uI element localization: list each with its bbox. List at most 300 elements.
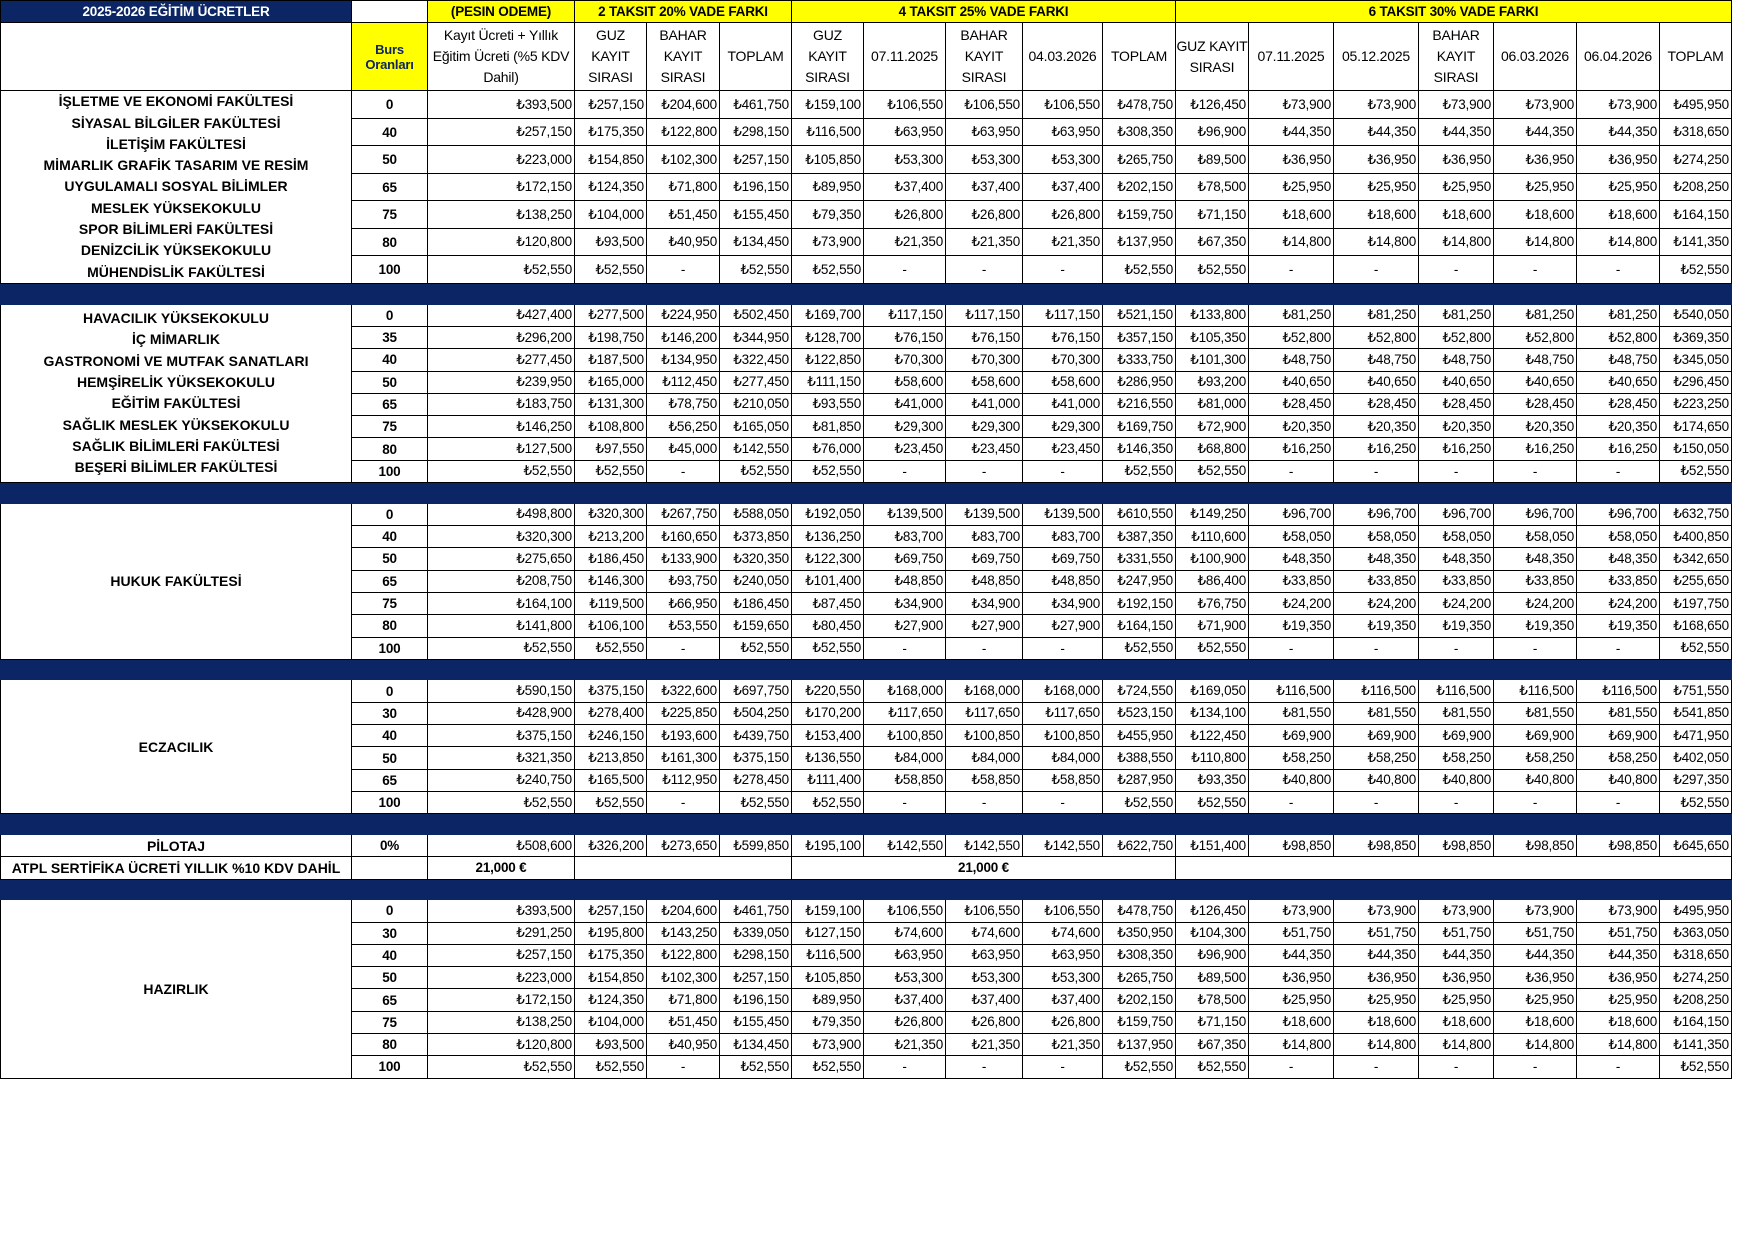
fee-cell: ₺142,550 (720, 438, 792, 460)
t6-date4-header: 06.04.2026 (1577, 23, 1660, 91)
fee-cell: ₺70,300 (946, 349, 1023, 371)
fee-cell: ₺74,600 (864, 922, 946, 944)
separator-cell (1, 659, 352, 680)
fee-cell: ₺521,150 (1103, 304, 1176, 326)
fee-cell: ₺44,350 (1249, 944, 1334, 966)
fee-cell: ₺26,800 (946, 201, 1023, 229)
separator-cell (720, 283, 792, 304)
fee-cell: ₺41,000 (864, 393, 946, 415)
fee-cell: ₺93,500 (575, 1034, 647, 1056)
burs-rate: 0 (352, 503, 428, 525)
fee-cell: ₺18,600 (1334, 1011, 1419, 1033)
fee-cell: ₺127,500 (428, 438, 575, 460)
faculty-name: UYGULAMALI SOSYAL BİLİMLER (64, 178, 288, 195)
fee-cell: ₺124,350 (575, 989, 647, 1011)
fee-cell: ₺508,600 (428, 834, 575, 856)
fee-cell: ₺164,100 (428, 592, 575, 614)
fee-cell: - (1494, 256, 1577, 284)
fee-cell: ₺223,000 (428, 967, 575, 989)
fee-cell: ₺168,000 (864, 680, 946, 702)
separator-cell (1023, 879, 1103, 900)
burs-rate: 80 (352, 228, 428, 256)
fee-cell: ₺93,500 (575, 228, 647, 256)
fee-cell: - (1334, 1056, 1419, 1078)
fee-cell: ₺53,300 (864, 146, 946, 174)
fee-cell: ₺14,800 (1419, 1034, 1494, 1056)
fee-cell: ₺52,800 (1249, 326, 1334, 348)
fee-cell: ₺73,900 (1334, 900, 1419, 922)
fee-cell: ₺273,650 (647, 834, 720, 856)
fee-cell: ₺81,550 (1577, 702, 1660, 724)
fee-cell: ₺455,950 (1103, 725, 1176, 747)
fee-cell: ₺106,550 (946, 91, 1023, 119)
fee-cell: ₺69,750 (1023, 548, 1103, 570)
fee-cell: ₺100,900 (1176, 548, 1249, 570)
fee-cell: ₺40,800 (1494, 769, 1577, 791)
fee-cell: ₺28,450 (1494, 393, 1577, 415)
burs-rate: 0 (352, 304, 428, 326)
fee-cell: ₺134,950 (647, 349, 720, 371)
fee-cell: - (1023, 791, 1103, 813)
fee-cell: ₺101,300 (1176, 349, 1249, 371)
fee-cell: ₺34,900 (864, 592, 946, 614)
fee-cell: ₺257,150 (428, 118, 575, 146)
separator-cell (1660, 483, 1732, 504)
separator-cell (1334, 814, 1419, 835)
fee-cell: ₺141,350 (1660, 228, 1732, 256)
fee-cell: ₺36,950 (1577, 967, 1660, 989)
fee-cell: - (1249, 637, 1334, 659)
fee-cell: ₺52,550 (1660, 1056, 1732, 1078)
fee-cell: ₺52,800 (1419, 326, 1494, 348)
atpl-pesin: 21,000 € (428, 857, 575, 879)
fee-cell: ₺143,250 (647, 922, 720, 944)
separator-cell (1660, 814, 1732, 835)
fee-cell: ₺16,250 (1334, 438, 1419, 460)
fee-cell: ₺117,150 (864, 304, 946, 326)
fee-cell: ₺119,500 (575, 592, 647, 614)
t4-guz-header: GUZ KAYIT SIRASI (792, 23, 864, 91)
fee-cell: - (1249, 1056, 1334, 1078)
separator-cell (720, 879, 792, 900)
fee-cell: ₺51,450 (647, 1011, 720, 1033)
separator-cell (1103, 283, 1176, 304)
fee-cell: ₺588,050 (720, 503, 792, 525)
fee-cell: ₺461,750 (720, 91, 792, 119)
fee-cell: ₺357,150 (1103, 326, 1176, 348)
fee-cell: ₺63,950 (864, 944, 946, 966)
faculty-name: MESLEK YÜKSEKOKULU (90, 199, 262, 216)
fee-cell: ₺36,950 (1494, 967, 1577, 989)
fee-cell: ₺105,850 (792, 967, 864, 989)
fee-cell: ₺541,850 (1660, 702, 1732, 724)
fee-cell: ₺169,700 (792, 304, 864, 326)
fee-cell: ₺195,100 (792, 834, 864, 856)
fee-cell: ₺393,500 (428, 91, 575, 119)
fee-cell: ₺239,950 (428, 371, 575, 393)
fee-cell: ₺471,950 (1660, 725, 1732, 747)
faculty-name: BEŞERİ BİLİMLER FAKÜLTESİ (74, 459, 278, 476)
fee-cell: ₺27,900 (1023, 615, 1103, 637)
fee-cell: ₺25,950 (1334, 989, 1419, 1011)
fee-cell: ₺375,150 (428, 725, 575, 747)
fee-cell: ₺51,750 (1577, 922, 1660, 944)
fee-cell: ₺183,750 (428, 393, 575, 415)
fee-cell: ₺81,250 (1419, 304, 1494, 326)
fee-cell: ₺540,050 (1660, 304, 1732, 326)
fee-cell: ₺25,950 (1419, 173, 1494, 201)
fee-cell: ₺240,050 (720, 570, 792, 592)
fee-cell: ₺48,350 (1494, 548, 1577, 570)
fee-cell: ₺257,150 (720, 967, 792, 989)
group-separator (1, 659, 1732, 680)
fee-cell: ₺116,500 (1494, 680, 1577, 702)
fee-cell: ₺34,900 (946, 592, 1023, 614)
fee-cell: ₺33,850 (1334, 570, 1419, 592)
taksit2-header: 2 TAKSIT 20% VADE FARKI (575, 1, 792, 23)
burs-rate: 65 (352, 570, 428, 592)
fee-cell: ₺246,150 (575, 725, 647, 747)
separator-cell (1176, 283, 1249, 304)
fee-cell: ₺320,350 (720, 548, 792, 570)
fee-cell: ₺127,150 (792, 922, 864, 944)
fee-cell: - (647, 637, 720, 659)
fee-cell: ₺48,350 (1249, 548, 1334, 570)
fee-cell: ₺116,500 (1334, 680, 1419, 702)
burs-rate: 80 (352, 615, 428, 637)
fee-cell: ₺697,750 (720, 680, 792, 702)
header-row-top (1, 1, 1732, 23)
fee-cell: ₺275,650 (428, 548, 575, 570)
fee-cell: ₺124,350 (575, 173, 647, 201)
t4-date2-header: 04.03.2026 (1023, 23, 1103, 91)
fee-cell: ₺69,900 (1577, 725, 1660, 747)
fee-cell: ₺134,450 (720, 1034, 792, 1056)
fee-cell: ₺24,200 (1419, 592, 1494, 614)
fee-cell: - (946, 256, 1023, 284)
fee-cell: ₺93,200 (1176, 371, 1249, 393)
separator-cell (1249, 483, 1334, 504)
fee-cell: ₺25,950 (1494, 989, 1577, 1011)
fee-cell: ₺159,650 (720, 615, 792, 637)
fee-cell: ₺23,450 (1023, 438, 1103, 460)
fee-cell: ₺89,950 (792, 989, 864, 1011)
fee-cell: ₺52,550 (720, 637, 792, 659)
fee-cell: ₺69,900 (1249, 725, 1334, 747)
fee-cell: ₺40,950 (647, 1034, 720, 1056)
burs-rate: 75 (352, 201, 428, 229)
fee-cell: ₺14,800 (1334, 228, 1419, 256)
separator-cell (647, 483, 720, 504)
fee-cell: ₺52,550 (1103, 460, 1176, 482)
fee-cell: ₺71,800 (647, 173, 720, 201)
separator-cell (1249, 879, 1334, 900)
fee-cell: ₺52,550 (792, 1056, 864, 1078)
fee-cell: - (1249, 791, 1334, 813)
fee-cell: ₺110,800 (1176, 747, 1249, 769)
fee-cell: ₺116,500 (1419, 680, 1494, 702)
fee-cell: ₺69,750 (946, 548, 1023, 570)
separator-cell (352, 659, 428, 680)
fee-cell: ₺24,200 (1494, 592, 1577, 614)
fee-cell: - (946, 460, 1023, 482)
fee-cell: ₺141,350 (1660, 1034, 1732, 1056)
fee-cell: ₺67,350 (1176, 228, 1249, 256)
fee-cell: ₺51,750 (1419, 922, 1494, 944)
fee-cell: ₺18,600 (1334, 201, 1419, 229)
fee-cell: ₺52,550 (428, 637, 575, 659)
fee-cell: ₺153,400 (792, 725, 864, 747)
fee-cell: ₺193,600 (647, 725, 720, 747)
fee-cell: ₺168,000 (946, 680, 1023, 702)
fee-cell: ₺116,500 (1577, 680, 1660, 702)
faculty-cell (1, 503, 352, 659)
fee-cell: ₺48,350 (1334, 548, 1419, 570)
fee-cell: ₺86,400 (1176, 570, 1249, 592)
fee-cell: ₺89,500 (1176, 146, 1249, 174)
fee-cell: ₺220,550 (792, 680, 864, 702)
separator-cell (1334, 879, 1419, 900)
fee-cell: ₺172,150 (428, 173, 575, 201)
separator-cell (792, 283, 864, 304)
fee-cell: ₺89,500 (1176, 967, 1249, 989)
fee-cell: ₺136,250 (792, 526, 864, 548)
fee-cell: ₺26,800 (1023, 1011, 1103, 1033)
fee-cell: - (647, 460, 720, 482)
separator-cell (1103, 659, 1176, 680)
separator-cell (864, 483, 946, 504)
separator-cell (1577, 879, 1660, 900)
fee-cell: ₺52,550 (1176, 791, 1249, 813)
fee-cell: ₺25,950 (1577, 173, 1660, 201)
fee-cell: ₺27,900 (946, 615, 1023, 637)
fee-cell: ₺257,150 (428, 944, 575, 966)
fee-cell: ₺52,550 (1103, 256, 1176, 284)
burs-rate: 30 (352, 702, 428, 724)
fee-cell: ₺93,550 (792, 393, 864, 415)
fee-cell: ₺202,150 (1103, 173, 1176, 201)
fee-cell: ₺76,000 (792, 438, 864, 460)
fee-cell: ₺14,800 (1249, 1034, 1334, 1056)
fee-cell: ₺51,750 (1334, 922, 1419, 944)
fee-cell: ₺117,650 (946, 702, 1023, 724)
fee-cell: ₺52,550 (720, 791, 792, 813)
separator-cell (575, 879, 647, 900)
fee-cell: ₺225,850 (647, 702, 720, 724)
fee-cell: ₺204,600 (647, 900, 720, 922)
fee-cell: ₺53,550 (647, 615, 720, 637)
fee-cell: ₺373,850 (720, 526, 792, 548)
fee-cell: ₺25,950 (1249, 989, 1334, 1011)
fee-cell: ₺320,300 (428, 526, 575, 548)
fee-cell: ₺111,150 (792, 371, 864, 393)
fee-cell: ₺48,750 (1419, 349, 1494, 371)
burs-rate: 35 (352, 326, 428, 348)
fee-cell: ₺339,050 (720, 922, 792, 944)
burs-rate: 100 (352, 791, 428, 813)
fee-cell: ₺20,350 (1494, 416, 1577, 438)
fee-cell: ₺142,550 (1023, 834, 1103, 856)
fee-cell: ₺52,550 (575, 460, 647, 482)
separator-cell (1103, 814, 1176, 835)
faculty-cell (1, 91, 352, 284)
fee-cell: ₺41,000 (946, 393, 1023, 415)
fee-cell: ₺213,850 (575, 747, 647, 769)
fee-cell: ₺590,150 (428, 680, 575, 702)
fee-cell: ₺52,550 (792, 460, 864, 482)
fee-cell: ₺139,500 (864, 503, 946, 525)
fee-cell: ₺52,550 (575, 256, 647, 284)
t2-bahar-header: BAHAR KAYIT SIRASI (647, 23, 720, 91)
fee-cell: ₺29,300 (1023, 416, 1103, 438)
fee-cell: ₺342,650 (1660, 548, 1732, 570)
fee-cell: ₺96,700 (1419, 503, 1494, 525)
fee-cell: ₺63,950 (864, 118, 946, 146)
fee-cell: ₺52,550 (1176, 256, 1249, 284)
fee-cell: ₺18,600 (1419, 201, 1494, 229)
fee-cell: ₺18,600 (1249, 1011, 1334, 1033)
fee-cell: ₺40,650 (1249, 371, 1334, 393)
faculty-name: SAĞLIK BİLİMLERİ FAKÜLTESİ (72, 437, 280, 454)
fee-cell: ₺40,950 (647, 228, 720, 256)
fee-cell: - (1494, 1056, 1577, 1078)
fee-cell: ₺100,850 (1023, 725, 1103, 747)
fee-cell: ₺67,350 (1176, 1034, 1249, 1056)
fee-cell: ₺73,900 (1494, 91, 1577, 119)
fee-cell: ₺141,800 (428, 615, 575, 637)
fee-cell: ₺117,650 (864, 702, 946, 724)
faculty-name: MÜHENDİSLİK FAKÜLTESİ (87, 263, 265, 280)
fee-cell: ₺71,800 (647, 989, 720, 1011)
fee-cell: ₺387,350 (1103, 526, 1176, 548)
fee-cell: ₺81,250 (1249, 304, 1334, 326)
fee-cell: ₺502,450 (720, 304, 792, 326)
faculty-cell (1, 680, 352, 814)
fee-cell: ₺21,350 (946, 1034, 1023, 1056)
burs-rate: 40 (352, 944, 428, 966)
fee-cell: ₺52,800 (1334, 326, 1419, 348)
fee-cell: - (1494, 637, 1577, 659)
fee-cell: ₺44,350 (1249, 118, 1334, 146)
fee-cell: - (1419, 637, 1494, 659)
fee-cell: ₺298,150 (720, 944, 792, 966)
fee-cell: ₺478,750 (1103, 900, 1176, 922)
fee-cell: ₺277,450 (720, 371, 792, 393)
table-title: 2025-2026 EĞİTİM ÜCRETLER (1, 1, 352, 23)
fee-cell: ₺52,550 (792, 791, 864, 813)
fee-cell: ₺58,250 (1419, 747, 1494, 769)
fee-cell: ₺53,300 (1023, 967, 1103, 989)
faculty-name: İÇ MİMARLIK (132, 331, 220, 348)
fee-cell: ₺195,800 (575, 922, 647, 944)
fee-cell: ₺73,900 (792, 228, 864, 256)
group-separator (1, 283, 1732, 304)
fee-cell: ₺33,850 (1419, 570, 1494, 592)
fee-cell: ₺106,550 (1023, 91, 1103, 119)
group-separator (1, 483, 1732, 504)
fee-cell: ₺81,000 (1176, 393, 1249, 415)
fee-cell: ₺321,350 (428, 747, 575, 769)
fee-cell: ₺93,350 (1176, 769, 1249, 791)
fee-cell: ₺174,650 (1660, 416, 1732, 438)
fee-cell: ₺257,150 (720, 146, 792, 174)
fee-cell: ₺72,900 (1176, 416, 1249, 438)
separator-cell (352, 283, 428, 304)
separator-cell (428, 879, 575, 900)
fee-cell: ₺44,350 (1419, 944, 1494, 966)
fee-cell: ₺116,500 (792, 118, 864, 146)
taksit6-header: 6 TAKSIT 30% VADE FARKI (1176, 1, 1732, 23)
fee-cell: ₺278,400 (575, 702, 647, 724)
fee-cell: ₺36,950 (1334, 146, 1419, 174)
fee-cell: ₺208,250 (1660, 173, 1732, 201)
fee-cell: ₺69,750 (864, 548, 946, 570)
burs-rate: 100 (352, 637, 428, 659)
separator-cell (1, 483, 352, 504)
fee-cell: ₺20,350 (1419, 416, 1494, 438)
fee-cell: ₺105,350 (1176, 326, 1249, 348)
fee-cell: ₺393,500 (428, 900, 575, 922)
fee-cell: - (1023, 637, 1103, 659)
atpl-t4: 21,000 € (792, 857, 1176, 879)
fee-cell: ₺187,500 (575, 349, 647, 371)
fee-cell: ₺73,900 (1249, 91, 1334, 119)
fee-cell: ₺318,650 (1660, 118, 1732, 146)
fee-cell: ₺71,150 (1176, 201, 1249, 229)
fee-cell: ₺73,900 (792, 1034, 864, 1056)
burs-rate: 40 (352, 725, 428, 747)
separator-cell (1023, 283, 1103, 304)
fee-cell: ₺93,750 (647, 570, 720, 592)
fee-cell: ₺37,400 (1023, 989, 1103, 1011)
fee-cell: ₺322,600 (647, 680, 720, 702)
separator-cell (946, 659, 1023, 680)
separator-cell (1577, 814, 1660, 835)
fee-cell: ₺73,900 (1249, 900, 1334, 922)
fee-cell: ₺165,000 (575, 371, 647, 393)
atpl-t6-blank (1176, 857, 1732, 879)
fee-cell: ₺96,700 (1249, 503, 1334, 525)
t6-toplam-header: TOPLAM (1660, 23, 1732, 91)
fee-cell: ₺28,450 (1419, 393, 1494, 415)
fee-cell: ₺81,550 (1419, 702, 1494, 724)
separator-cell (1249, 283, 1334, 304)
separator-cell (1334, 483, 1419, 504)
separator-cell (352, 483, 428, 504)
burs-rate: 75 (352, 592, 428, 614)
fee-cell: ₺23,450 (946, 438, 1023, 460)
fee-cell: ₺96,700 (1334, 503, 1419, 525)
kayit-header: Kayıt Ücreti + Yıllık Eğitim Ücreti (%5 KDV Dahil) (428, 23, 575, 91)
separator-cell (1, 879, 352, 900)
separator-cell (1, 814, 352, 835)
fee-cell: ₺63,950 (946, 944, 1023, 966)
fee-cell: ₺104,000 (575, 201, 647, 229)
fee-cell: ₺18,600 (1494, 1011, 1577, 1033)
separator-cell (1176, 814, 1249, 835)
separator-cell (1419, 814, 1494, 835)
fee-cell: ₺265,750 (1103, 967, 1176, 989)
fee-cell: - (864, 637, 946, 659)
fee-cell: ₺26,800 (864, 1011, 946, 1033)
fee-cell: ₺19,350 (1419, 615, 1494, 637)
fee-cell: ₺48,350 (1577, 548, 1660, 570)
fee-cell: ₺58,250 (1334, 747, 1419, 769)
fee-cell: ₺81,250 (1577, 304, 1660, 326)
fee-cell: ₺117,150 (1023, 304, 1103, 326)
atpl-t2-blank (575, 857, 792, 879)
header-row-columns (1, 23, 1732, 91)
